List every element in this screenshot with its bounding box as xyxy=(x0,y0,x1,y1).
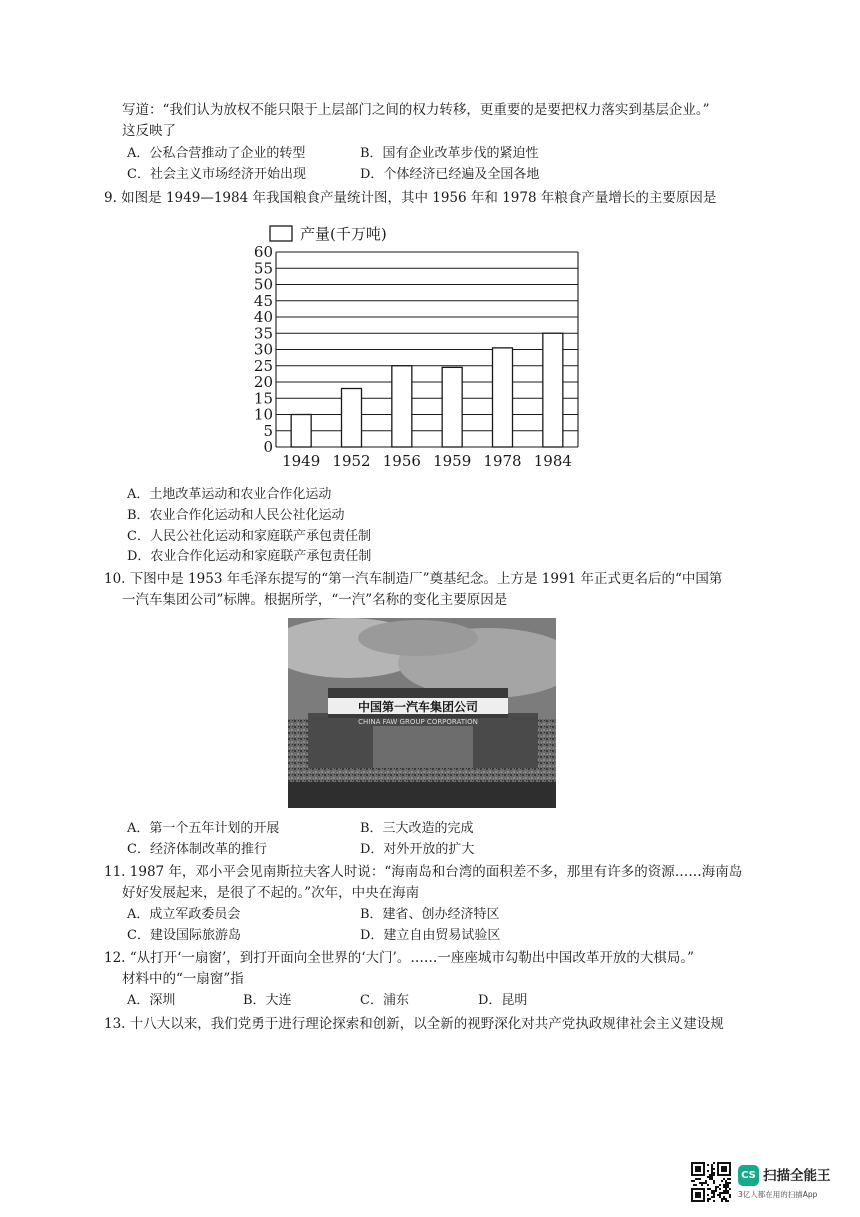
y-tick-label: 30 xyxy=(253,340,273,359)
photo-sign-text: 中国第一汽车集团公司 xyxy=(357,700,479,714)
q9-option-d: D．农业合作化运动和家庭联产承包责任制 xyxy=(127,549,372,564)
y-tick-label: 25 xyxy=(253,356,273,375)
grain-output-bar-chart xyxy=(240,222,600,472)
q8-option-c: C．社会主义市场经济开始出现 xyxy=(127,167,306,182)
q12-option-b: B．大连 xyxy=(243,993,292,1008)
q12-stem-line1: 12. “从打开‘一扇窗’，到打开面向全世界的‘大门’。……一座座城市勾勒出中国改革开放的大棋局。” xyxy=(104,950,694,966)
y-tick-label: 45 xyxy=(253,291,273,310)
legend-swatch xyxy=(270,226,292,241)
camscanner-logo: CS xyxy=(738,1165,759,1186)
y-tick-label: 55 xyxy=(253,259,273,278)
chart-x-tick-labels xyxy=(282,452,572,470)
y-tick-label: 5 xyxy=(263,421,273,440)
x-tick-label-1952: 1952 xyxy=(332,452,371,470)
y-tick-label: 35 xyxy=(253,324,273,343)
y-tick-label: 40 xyxy=(253,308,273,326)
bar-1956 xyxy=(392,366,412,447)
camscanner-subtitle: 3亿人都在用的扫描App xyxy=(738,1190,818,1199)
q12-stem-line2: 材料中的“一扇窗”指 xyxy=(122,971,244,987)
y-tick-label: 15 xyxy=(253,389,273,408)
q13-stem-line1: 13. 十八大以来，我们党勇于进行理论探索和创新，以全新的视野深化对共产党执政规律社会主义建设规 xyxy=(104,1016,724,1032)
bar-1984 xyxy=(543,333,563,447)
camscanner-title: 扫描全能王 xyxy=(763,1168,831,1184)
bar-1978 xyxy=(493,348,513,447)
chart-bars xyxy=(291,333,563,447)
bar-1949 xyxy=(291,415,311,448)
q9-option-a: A．土地改革运动和农业合作化运动 xyxy=(127,487,332,502)
q11-option-c: C．建设国际旅游岛 xyxy=(127,928,241,943)
q11-option-a: A．成立军政委员会 xyxy=(127,907,241,922)
y-tick-label: 20 xyxy=(253,373,273,391)
x-tick-label-1959: 1959 xyxy=(433,452,472,470)
q8-option-a: A．公私合营推动了企业的转型 xyxy=(127,146,306,161)
q9-option-b: B．农业合作化运动和人民公社化运动 xyxy=(127,508,345,523)
q10-option-c: C．经济体制改革的推行 xyxy=(127,842,267,857)
q10-option-b: B．三大改造的完成 xyxy=(360,821,474,836)
chart-gridlines xyxy=(276,252,578,447)
legend-label: 产量(千万吨) xyxy=(300,225,387,243)
q8-option-d: D．个体经济已经遍及全国各地 xyxy=(360,167,540,182)
q11-option-d: D．建立自由贸易试验区 xyxy=(360,928,501,943)
q10-option-a: A．第一个五年计划的开展 xyxy=(127,821,280,836)
x-tick-label-1949: 1949 xyxy=(282,452,321,470)
q10-stem-line1: 10. 下图中是 1953 年毛泽东提写的“第一汽车制造厂”奠基纪念。上方是 1991 年正式更名后的“中国第 xyxy=(104,571,723,587)
bar-1959 xyxy=(442,367,462,447)
q8-stem-line2: 这反映了 xyxy=(122,123,176,139)
q12-option-d: D．昆明 xyxy=(478,993,528,1008)
q11-stem-line2: 好好发展起来，是很了不起的。”次年，中央在海南 xyxy=(122,885,420,901)
y-tick-label: 0 xyxy=(263,438,273,456)
x-tick-label-1956: 1956 xyxy=(382,452,421,470)
photo-sign-english: CHINA FAW GROUP CORPORATION xyxy=(358,718,478,726)
q12-option-c: C．浦东 xyxy=(360,993,409,1008)
y-tick-label: 10 xyxy=(253,405,273,424)
q9-option-c: C．人民公社化运动和家庭联产承包责任制 xyxy=(127,529,371,544)
faw-building-photo xyxy=(288,618,556,808)
q9-stem: 9. 如图是 1949—1984 年我国粮食产量统计图，其中 1956 年和 1978 年粮食产量增长的主要原因是 xyxy=(104,190,717,206)
chart-y-tick-labels xyxy=(254,243,273,456)
q10-stem-line2: 一汽车集团公司”标牌。根据所学，“一汽”名称的变化主要原因是 xyxy=(122,592,508,608)
x-tick-label-1978: 1978 xyxy=(483,452,522,470)
q10-option-d: D．对外开放的扩大 xyxy=(360,842,475,857)
q8-stem-line1: 写道：“我们认为放权不能只限于上层部门之间的权力转移，更重要的是要把权力落实到基层企业。” xyxy=(122,102,710,118)
x-tick-label-1984: 1984 xyxy=(533,452,572,470)
q8-option-b: B．国有企业改革步伐的紧迫性 xyxy=(360,146,539,161)
q11-option-b: B．建省、创办经济特区 xyxy=(360,907,500,922)
y-tick-label: 50 xyxy=(253,275,273,294)
q11-stem-line1: 11. 1987 年，邓小平会见南斯拉夫客人时说：“海南岛和台湾的面积差不多，那里有许多的资源……海南岛 xyxy=(104,864,743,880)
q12-option-a: A．深圳 xyxy=(127,993,176,1008)
y-tick-label: 60 xyxy=(253,243,273,261)
qr-code-icon xyxy=(691,1162,731,1202)
bar-1952 xyxy=(342,389,362,448)
chart-legend xyxy=(270,225,387,243)
